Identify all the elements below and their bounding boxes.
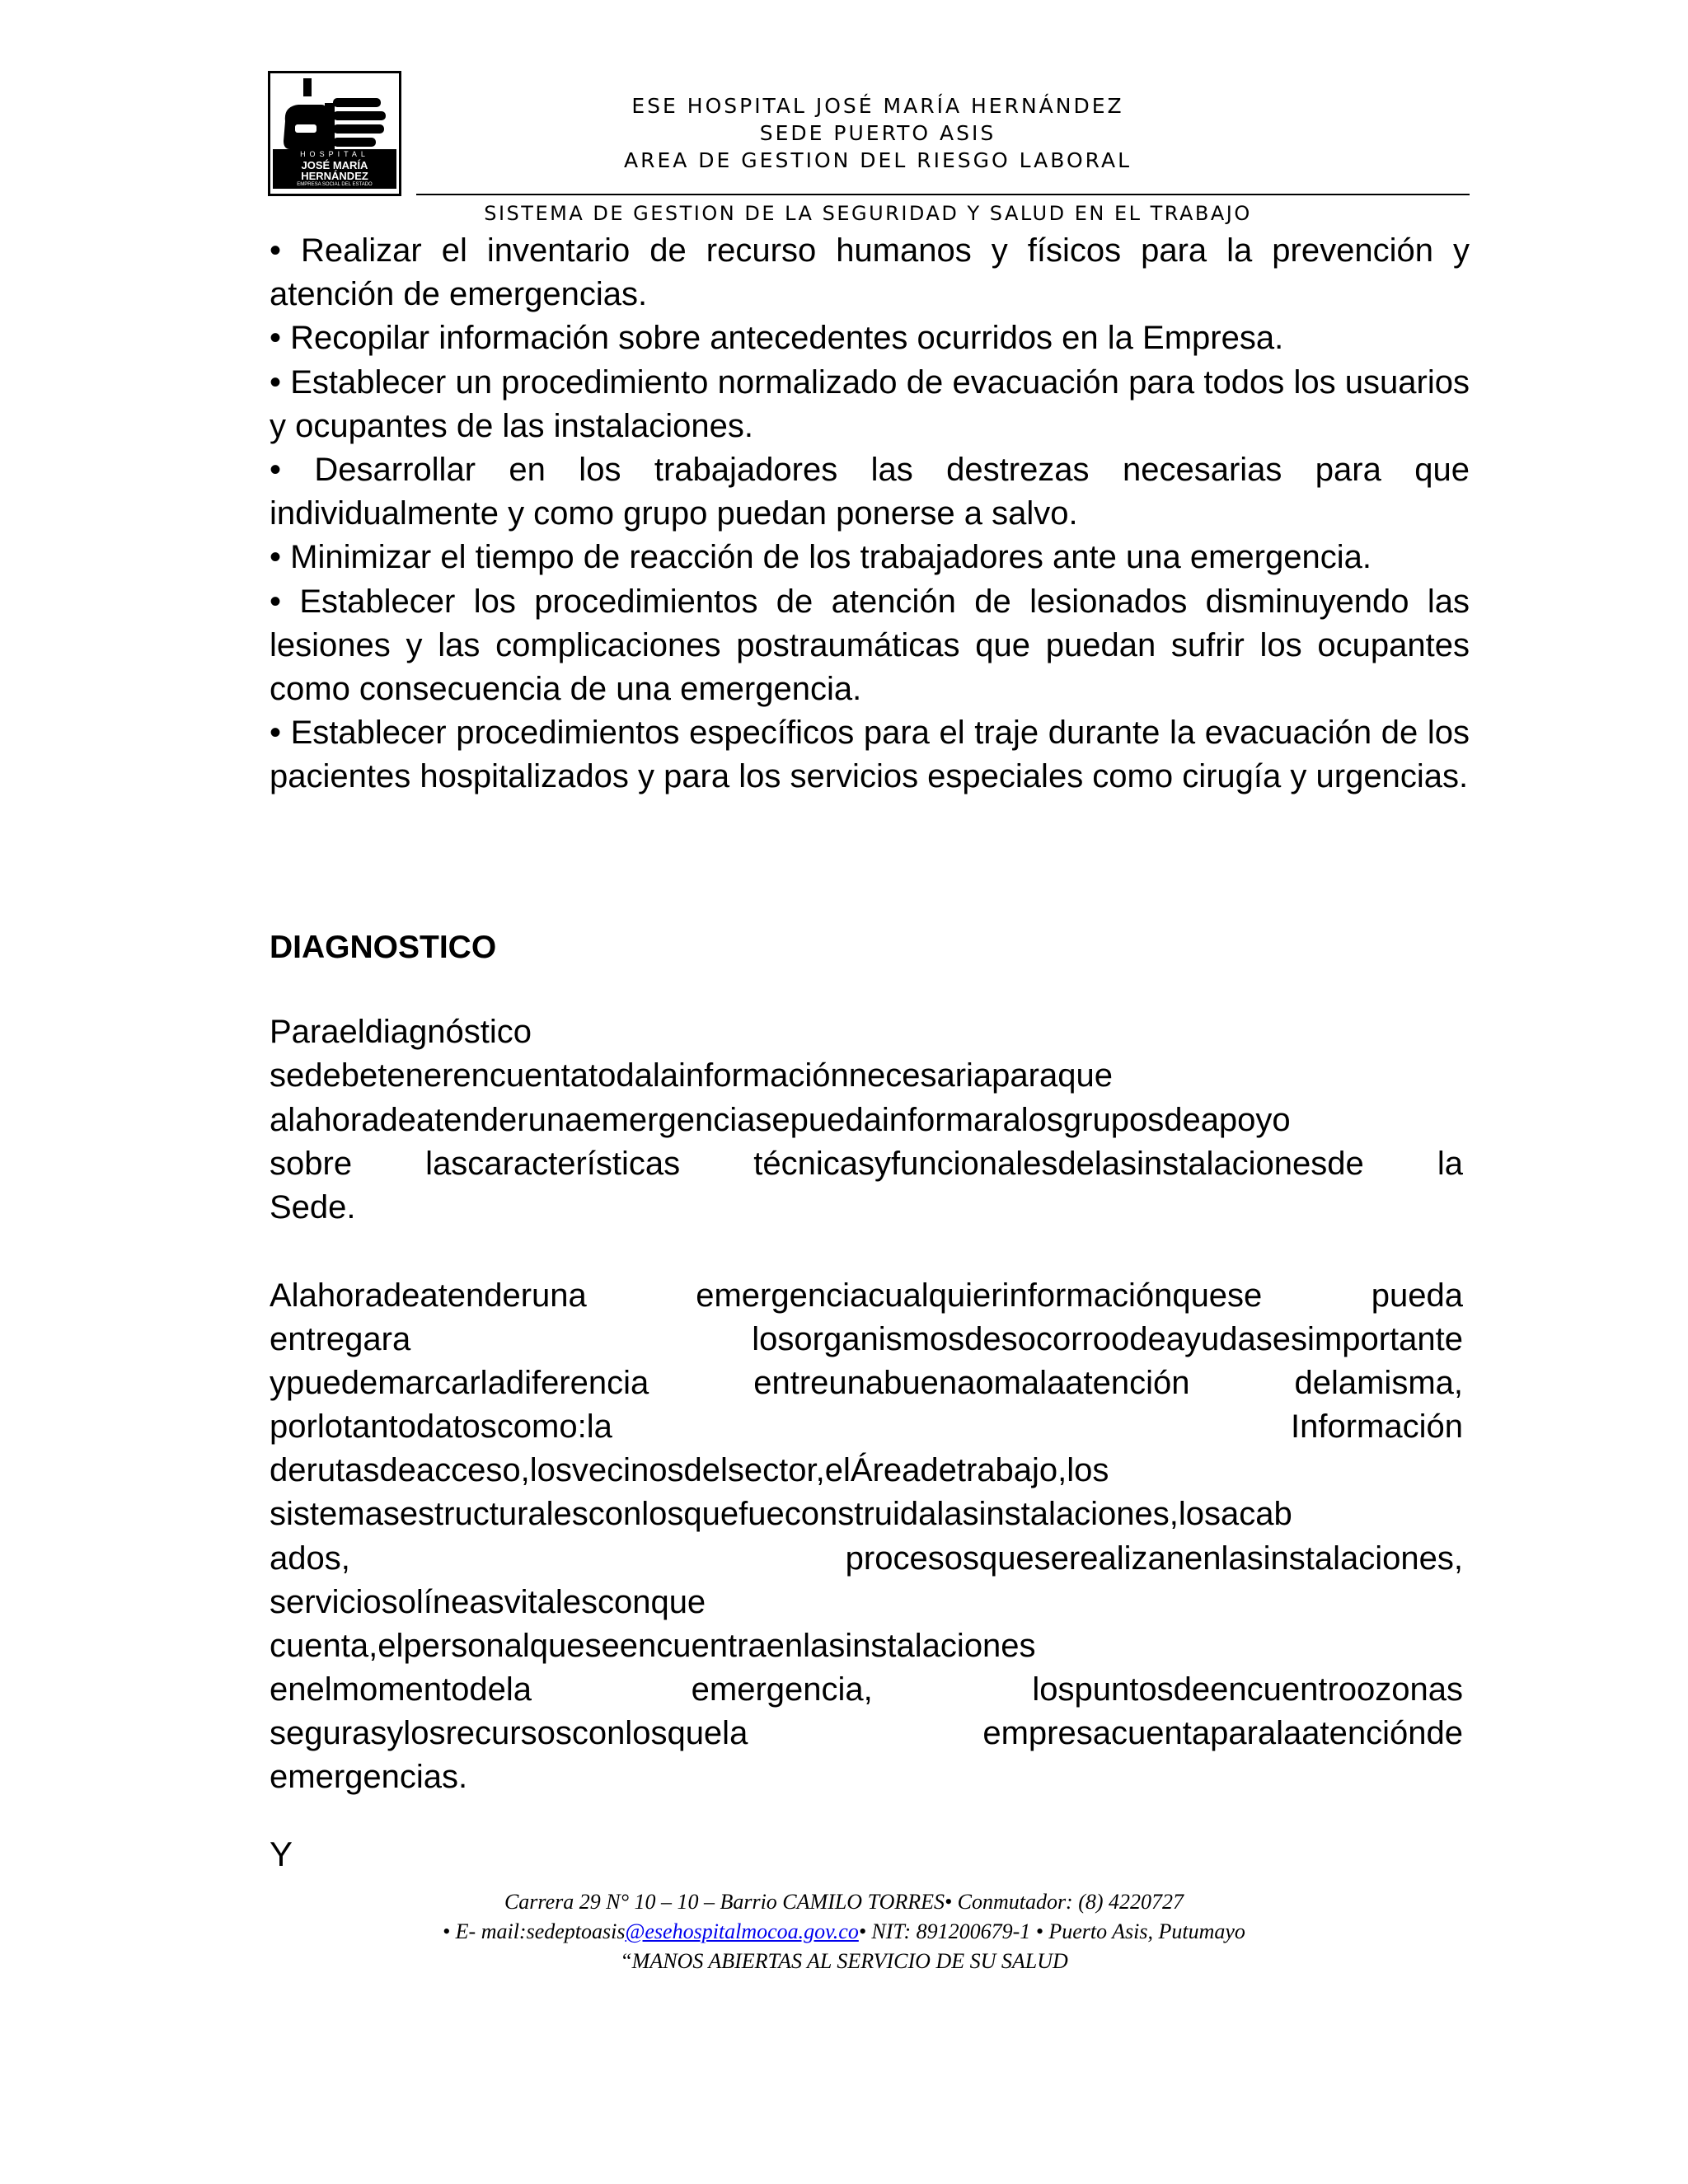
- footer-contact: [0, 1917, 1688, 1947]
- list-item: • Establecer los procedimientos de atención de lesionados disminuyendo las lesiones y las complicaciones postraumáticas que puedan sufrir los ocupantes como consecuencia de una emergencia.: [270, 583, 1470, 708]
- footer-slogan: “MANOS ABIERTAS AL SERVICIO DE SU SALUD: [620, 1949, 1068, 1973]
- hospital-logo: [268, 71, 401, 196]
- page-footer: [0, 1887, 1688, 1976]
- logo-caption: [273, 149, 396, 189]
- paragraph-line: emergencias.: [270, 1759, 468, 1796]
- list-item: • Realizar el inventario de recurso humanos y físicos para la prevención y atención de emergencias.: [270, 232, 1470, 313]
- paragraph-line: entregara losorganismosdesocorroodeayudasesimportante: [270, 1321, 1463, 1358]
- footer-address: Carrera 29 N° 10 – 10 – Barrio CAMILO TORRES• Conmutador: (8) 4220727: [504, 1890, 1184, 1914]
- logo-line1: HOSPITAL: [300, 150, 369, 158]
- paragraph-line: derutasdeacceso,losvecinosdelsector,elÁreadetrabajo,los: [270, 1452, 1109, 1489]
- paragraph-line: segurasylosrecursosconlosquela empresacuentaparalaatenciónde: [270, 1714, 1463, 1751]
- header-title-3: AREA DE GESTION DEL RIESGO LABORAL: [623, 148, 1132, 172]
- paragraph-line: Paraeldiagnóstico: [270, 1014, 532, 1050]
- logo-line2: JOSÉ MARÍA HERNÁNDEZ: [301, 159, 368, 182]
- paragraph-line: serviciosolíneasvitalesconque: [270, 1583, 706, 1620]
- paragraph-line: alahoradeatenderunaemergenciasepuedainformaralosgruposdeapoyo: [270, 1101, 1291, 1138]
- paragraph-line: sobre lascaracterísticas técnicasyfuncionalesdelasinstalacionesde la: [270, 1145, 1463, 1182]
- paragraph-line: porlotantodatoscomo:la Información: [270, 1408, 1463, 1446]
- logo-line3: EMPRESA SOCIAL DEL ESTADO: [297, 182, 373, 187]
- paragraph-line: sistemasestructuralesconlosquefueconstruidalasinstalaciones,losacab: [270, 1496, 1292, 1533]
- list-item: • Desarrollar en los trabajadores las destrezas necesarias para que individualmente y como grupo puedan ponerse a salvo.: [270, 452, 1470, 532]
- footer-nit: • NIT: 891200679-1 • Puerto Asis, Putumayo: [858, 1919, 1245, 1943]
- paragraph-line: ypuedemarcarladiferencia entreunabuenaomalaatención delamisma,: [270, 1365, 1463, 1402]
- paragraph-line: Alahoradeatenderuna emergenciacualquierinformaciónquese pueda: [270, 1277, 1463, 1314]
- header-titles: [462, 92, 1294, 174]
- objectives-list: [270, 229, 1470, 799]
- diagnostic-paragraph-2: [270, 1274, 1463, 1799]
- paragraph-line: enelmomentodela emergencia, lospuntosdeencuentroozonas: [270, 1671, 1463, 1708]
- paragraph-line: sedebetenerencuentatodalainformaciónnecesariaparaque: [270, 1057, 1113, 1094]
- email-link[interactable]: @esehospitalmocoa.gov.co: [625, 1919, 859, 1943]
- header-title-2: SEDE PUERTO ASIS: [759, 121, 996, 145]
- footer-email-prefix: • E- mail:sedeptoasis: [443, 1919, 626, 1943]
- open-hand-logo-icon: [270, 73, 399, 156]
- section-heading: DIAGNOSTICO: [270, 930, 497, 965]
- header-divider: [416, 194, 1470, 195]
- diagnostic-paragraph-1: [270, 1010, 1463, 1230]
- list-item: • Minimizar el tiempo de reacción de los trabajadores ante una emergencia.: [270, 539, 1372, 576]
- list-item: • Establecer procedimientos específicos para el traje durante la evacuación de los pacientes hospitalizados y para los servicios especiales como cirugía y urgencias.: [270, 715, 1470, 795]
- paragraph-line: ados, procesosqueserealizanenlasinstalaciones,: [270, 1540, 1463, 1577]
- header-system-title: SISTEMA DE GESTION DE LA SEGURIDAD Y SALUD EN EL TRABAJO: [484, 202, 1252, 225]
- list-item: • Recopilar información sobre antecedentes ocurridos en la Empresa.: [270, 320, 1284, 357]
- paragraph-line: Sede.: [270, 1189, 356, 1226]
- trailing-text: Y: [270, 1835, 293, 1873]
- paragraph-line: cuenta,elpersonalqueseencuentraenlasinstalaciones: [270, 1627, 1036, 1664]
- list-item: • Establecer un procedimiento normalizado de evacuación para todos los usuarios y ocupantes de las instalaciones.: [270, 363, 1470, 444]
- header-title-1: ESE HOSPITAL JOSÉ MARÍA HERNÁNDEZ: [631, 94, 1124, 118]
